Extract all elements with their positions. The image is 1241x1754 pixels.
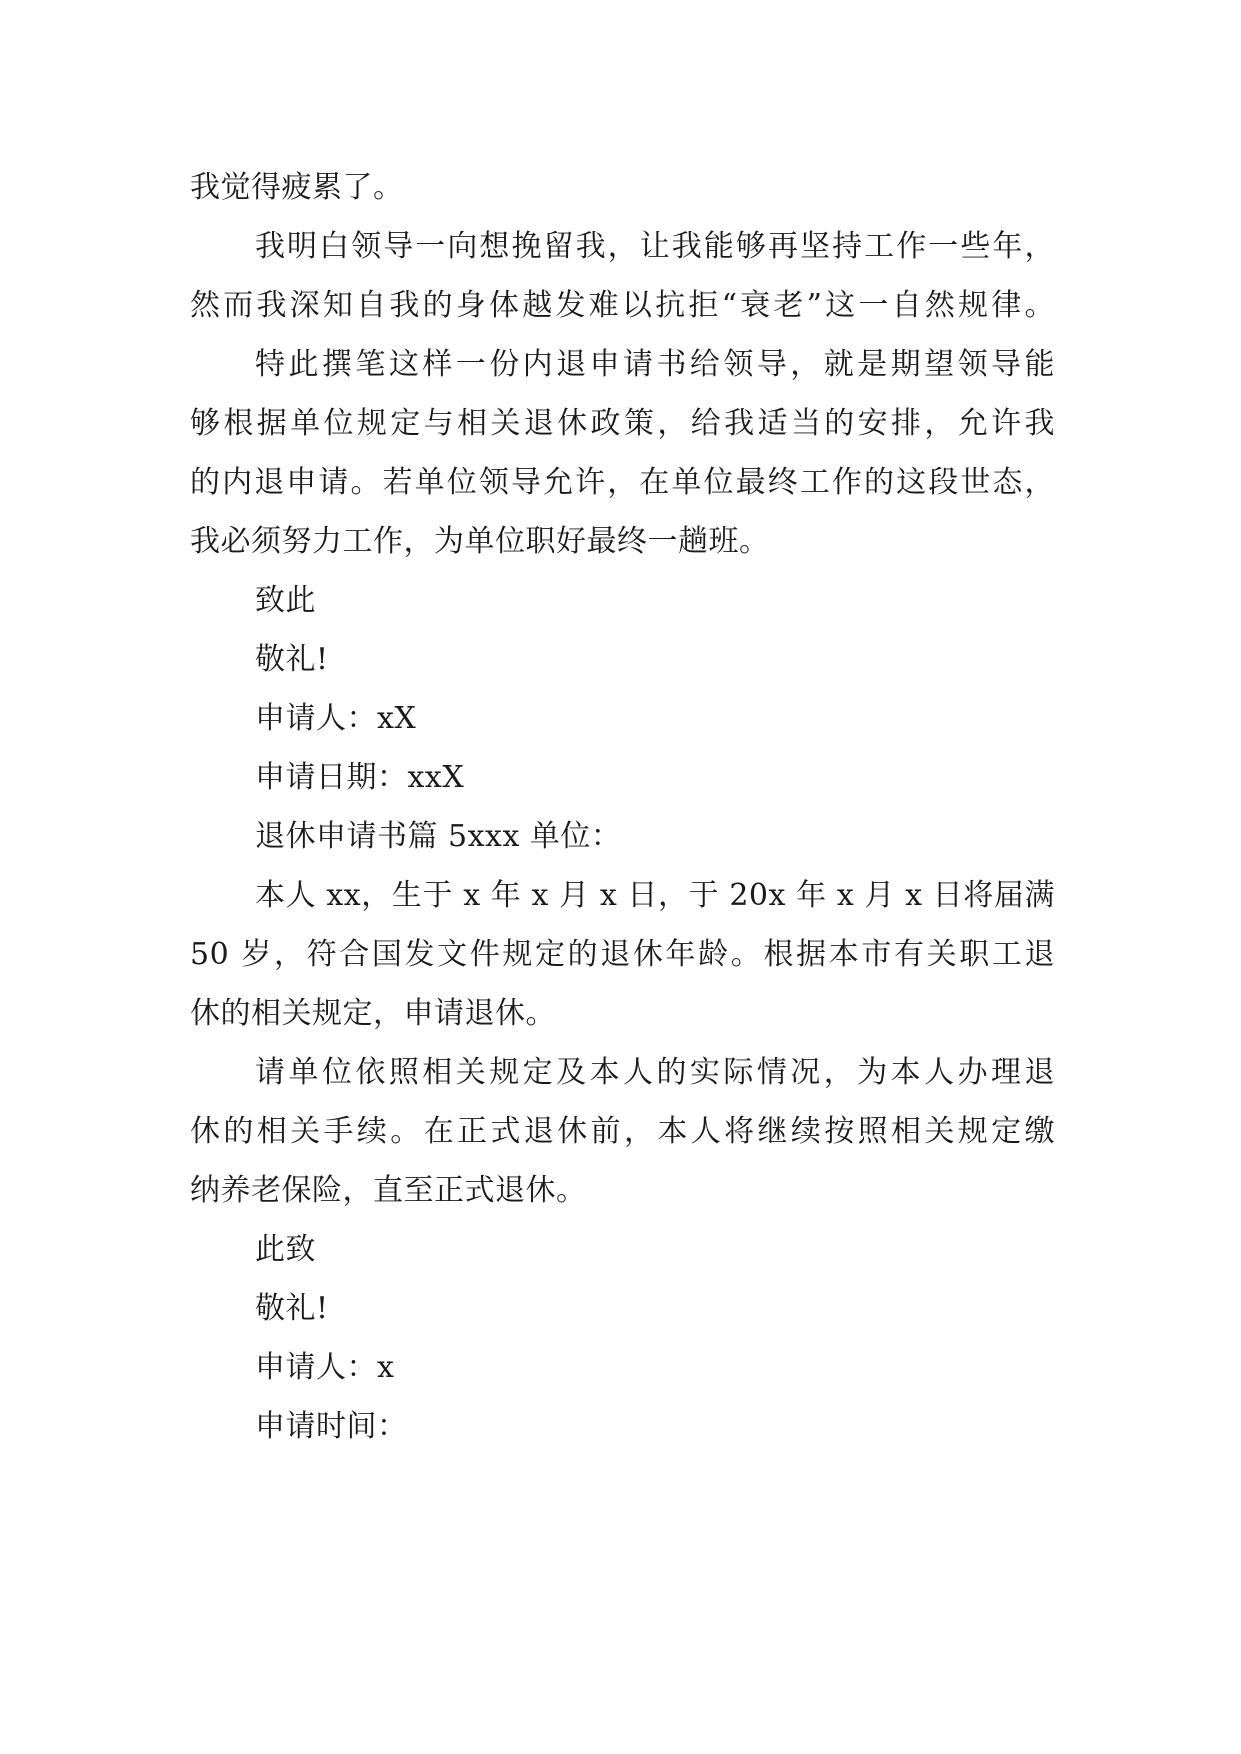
paragraph-first-line: 请单位依照相关规定及本人的实际情况，为本人办理退 [255,1055,1055,1090]
text-line: 休的相关规定，申请退休。 [190,996,556,1031]
paragraph-first-line: 本人 xx，生于 x 年 x 月 x 日，于 20x 年 x 月 x 日将届满 [255,878,1055,913]
text-line: 50 岁，符合国发文件规定的退休年龄。根据本市有关职工退 [190,937,1055,972]
text-line: 纳养老保险，直至正式退休。 [190,1173,587,1208]
text-line: 我觉得疲累了。 [190,170,404,205]
section-heading-line: 退休申请书篇 5xxx 单位： [255,819,622,854]
applicant-line: 申请人：x [255,1350,395,1385]
applicant-line: 申请人：xX [255,701,417,736]
salutation-line: 敬礼! [255,642,329,677]
paragraph-first-line: 我明白领导一向想挽留我，让我能够再坚持工作一些年， [255,229,1055,264]
text-line: 休的相关手续。在正式退休前，本人将继续按照相关规定缴 [190,1114,1055,1149]
application-date-line: 申请日期：xxX [255,760,465,795]
salutation-line: 敬礼! [255,1291,329,1326]
text-line: 的内退申请。若单位领导允许，在单位最终工作的这段世态， [190,465,1055,500]
closing-line: 致此 [255,583,316,618]
paragraph-first-line: 特此撰笔这样一份内退申请书给领导，就是期望领导能 [255,347,1055,382]
document-body [190,158,1055,1456]
text-line: 够根据单位规定与相关退休政策，给我适当的安排，允许我 [190,406,1055,441]
application-time-line: 申请时间： [255,1409,408,1444]
text-line: 然而我深知自我的身体越发难以抗拒“衰老”这一自然规律。 [190,288,1055,323]
text-line: 我必须努力工作，为单位职好最终一趟班。 [190,524,770,559]
closing-line: 此致 [255,1232,316,1267]
